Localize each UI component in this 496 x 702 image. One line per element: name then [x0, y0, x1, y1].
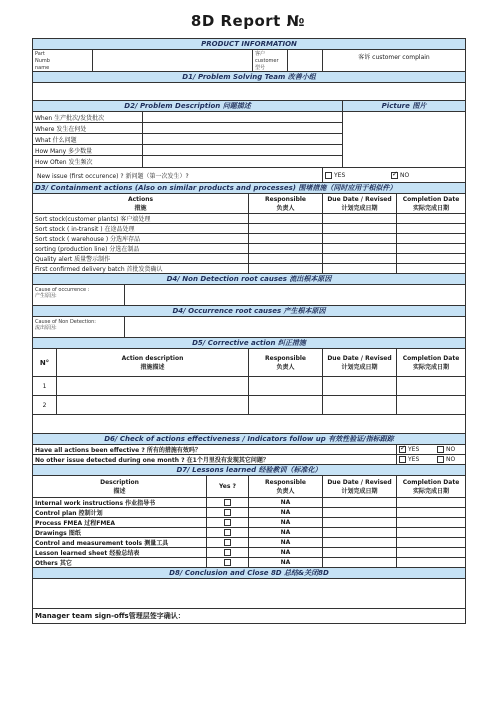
- d3-col-responsible: Responsible 负责人: [249, 194, 323, 213]
- lesson-checkbox[interactable]: [224, 499, 231, 506]
- d5-column-headers: [33, 349, 465, 377]
- d1-team-row: [33, 83, 465, 101]
- d2-new-issue-row: [33, 168, 465, 183]
- d7-header: D7/ Lessons learned 经验教训（标准化）: [33, 465, 465, 475]
- no-other-issue-question: No other issue detected during one month ? 在1个月里没有发现其它问题？: [33, 455, 397, 464]
- customer-complaint-label: 客诉 customer complain: [358, 54, 430, 61]
- d2-header: D2/ Problem Description 问题描述: [33, 101, 343, 111]
- d7-row: Control and measurement tools 测量工具 NA: [33, 538, 465, 548]
- d4-occurrence-header-row: [33, 306, 465, 317]
- no-issue-no-checkbox[interactable]: [437, 456, 444, 463]
- d1-header: D1/ Problem Solving Team 改善小组: [33, 72, 465, 82]
- d4-non-detection-header-row: [33, 274, 465, 285]
- d2-rows: [33, 112, 343, 167]
- d7-column-headers: [33, 476, 465, 498]
- d2-row: How Many 多少数量: [33, 145, 342, 156]
- d3-column-headers: [33, 194, 465, 214]
- lesson-checkbox[interactable]: [224, 549, 231, 556]
- d7-col-yes: Yes ?: [207, 476, 249, 497]
- customer-field[interactable]: [288, 50, 323, 71]
- no-label: NO: [400, 171, 410, 179]
- d2-header-row: [33, 101, 465, 112]
- d6-header-row: [33, 434, 465, 445]
- product-info-header: PRODUCT INFORMATION: [33, 39, 465, 49]
- d3-header-row: [33, 183, 465, 194]
- d6-header: D6/ Check of actions effectiveness / Indicators follow up 有效性验证/指标跟踪: [33, 434, 465, 444]
- d1-header-row: [33, 72, 465, 83]
- report-title: 8D Report №: [190, 12, 306, 30]
- d2-picture-area[interactable]: [343, 112, 465, 167]
- d8-conclusion-row: [33, 579, 465, 609]
- d7-row: Control plan 控制计划 NA: [33, 508, 465, 518]
- d3-col-due: Due Date / Revised 计划完成日期: [323, 194, 397, 213]
- d2-row: Where 发生在何处: [33, 123, 342, 134]
- d6-effective-row: Have all actions been effective ? 所有的措施有效吗？ ✓ YES NO: [33, 445, 465, 455]
- lesson-checkbox[interactable]: [224, 509, 231, 516]
- lesson-checkbox[interactable]: [224, 519, 231, 526]
- d2-row: When 生产批次/发货批次: [33, 112, 342, 123]
- d3-row: Sort stock ( in-transit ) 在途品处理: [33, 224, 465, 234]
- cause-of-occurrence-field[interactable]: [125, 285, 465, 305]
- actions-effective-question: Have all actions been effective ? 所有的措施有效吗？: [33, 445, 397, 454]
- d7-row: Lesson learned sheet 经验总结表 NA: [33, 548, 465, 558]
- d7-header-row: [33, 465, 465, 476]
- d3-row: First confirmed delivery batch 首批发货确认: [33, 264, 465, 274]
- lesson-checkbox[interactable]: [224, 539, 231, 546]
- d7-col-due: Due Date / Revised 计划完成日期: [323, 476, 397, 497]
- new-issue-yes-checkbox[interactable]: [325, 172, 332, 179]
- d8-header: D8/ Conclusion and Close 8D 总结&关闭8D: [33, 568, 465, 578]
- d2-row: What 什么问题: [33, 134, 342, 145]
- d5-row: 1: [33, 377, 465, 396]
- d3-col-completion: Completion Date 实际完成日期: [402, 195, 460, 212]
- part-number-label: Part Numb name: [33, 50, 93, 71]
- d3-row: sorting (production line) 分选在制品: [33, 244, 465, 254]
- d4-occurrence-header: D4/ Occurrence root causes 产生根本原因: [33, 306, 465, 316]
- d7-row: Others 其它 NA: [33, 558, 465, 568]
- d5-col-due: Due Date / Revised 计划完成日期: [323, 349, 397, 376]
- d4-non-detection-header: D4/ Non Detection root causes 流出根本原因: [33, 274, 465, 284]
- d4-non-detection-cause-row: [33, 317, 465, 338]
- d1-team-field[interactable]: [33, 83, 465, 100]
- product-info-header-row: [33, 39, 465, 50]
- d4-occurrence-cause-row: [33, 285, 465, 306]
- d7-col-responsible: Responsible 负责人: [249, 476, 323, 497]
- d5-col-no: N°: [33, 349, 57, 376]
- d2-body: [33, 112, 465, 168]
- report-sheet: [32, 38, 466, 624]
- d5-col-responsible: Responsible 负责人: [249, 349, 323, 376]
- d5-col-completion: Completion Date 实际完成日期: [402, 354, 460, 371]
- cause-of-occurrence-label: Cause of occurrence : 产生原因:: [33, 285, 125, 305]
- no-issue-yes-checkbox[interactable]: [399, 456, 406, 463]
- cause-of-non-detection-label: Cause of Non Detection: 流出原因:: [33, 317, 125, 337]
- new-issue-label: New issue (first occurence) ? 新问题（第一次发生）?: [33, 168, 323, 182]
- d2-picture-header: Picture 图片: [343, 101, 465, 111]
- d5-blank-row: [33, 415, 465, 434]
- d8-signoff-row: [33, 609, 465, 623]
- d3-row: Sort stock ( warehouse ) 分选库存品: [33, 234, 465, 244]
- d3-row: Quality alert 质量警示制作: [33, 254, 465, 264]
- d5-header-row: [33, 338, 465, 349]
- d7-row: Internal work instructions 作业指导书 NA: [33, 498, 465, 508]
- d5-header: D5/ Corrective action 纠正措施: [33, 338, 465, 348]
- d3-col-actions: Actions 措施: [33, 194, 249, 213]
- yes-label: YES: [334, 171, 346, 179]
- lesson-checkbox[interactable]: [224, 559, 231, 566]
- effective-yes-checkbox[interactable]: [399, 446, 406, 453]
- effective-no-checkbox[interactable]: [437, 446, 444, 453]
- new-issue-no-checkbox[interactable]: [391, 172, 398, 179]
- customer-label: 客户 customer 型号: [253, 50, 288, 71]
- manager-signoff-label: Manager team sign-offs管理层签字确认：: [35, 612, 185, 620]
- d5-row: 2: [33, 396, 465, 415]
- d7-row: Drawings 图纸 NA: [33, 528, 465, 538]
- d8-conclusion-field[interactable]: [33, 579, 465, 608]
- d7-row: Process FMEA 过程FMEA NA: [33, 518, 465, 528]
- d8-header-row: [33, 568, 465, 579]
- d3-header: D3/ Containment actions (Also on similar products and processes) 围堵措施（同时应用于相似件）: [33, 183, 465, 193]
- product-info-row: [33, 50, 465, 72]
- d3-row: Sort stock(customer plants) 客户端处理: [33, 214, 465, 224]
- d7-col-description: Description 描述: [33, 476, 207, 497]
- d5-col-action: Action description 措施描述: [57, 349, 249, 376]
- part-number-field[interactable]: [93, 50, 253, 71]
- d7-col-completion: Completion Date 实际完成日期: [402, 478, 460, 495]
- cause-of-non-detection-field[interactable]: [125, 317, 465, 337]
- d2-row: How Often 发生频次: [33, 156, 342, 167]
- lesson-checkbox[interactable]: [224, 529, 231, 536]
- d6-no-issue-row: No other issue detected during one month ? 在1个月里没有发现其它问题？ YES NO: [33, 455, 465, 465]
